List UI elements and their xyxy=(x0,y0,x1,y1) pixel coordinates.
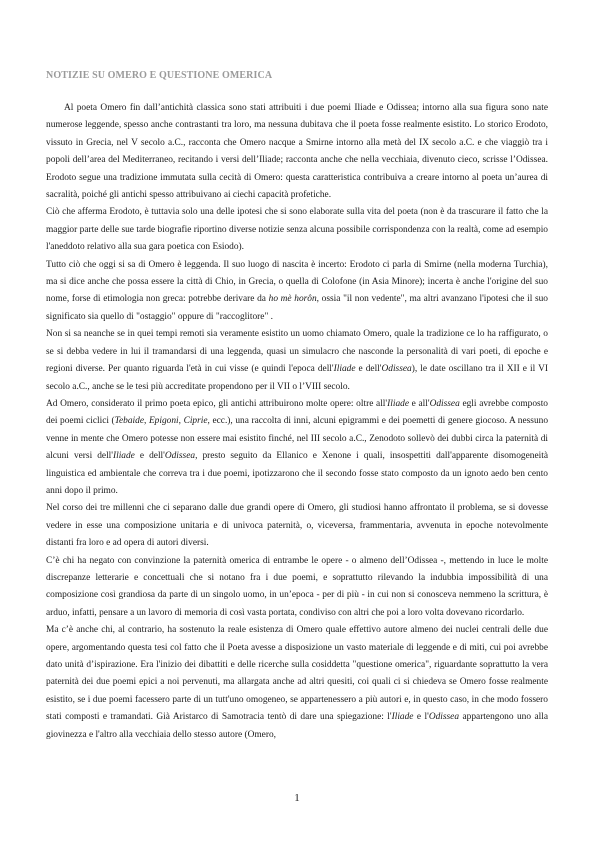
italic-text-segment: Odissea xyxy=(429,398,460,409)
text-segment: , ossia "il non vedente", ma altri avanzano l'ipotesi che il suo significato sia quello di "ostaggio" oppure di "raccoglitore" . xyxy=(46,294,548,322)
page-number: 1 xyxy=(294,792,300,804)
italic-text-segment: ho mè horôn xyxy=(268,294,317,305)
paragraph xyxy=(46,257,548,327)
paragraph xyxy=(46,100,548,204)
text-segment: ), le date oscillano tra il XII e il VI secolo a.C., anche se le tesi più accreditate propendono per il VII o l’VIII secolo. xyxy=(46,364,548,392)
text-segment: e l' xyxy=(413,712,429,723)
paragraph xyxy=(46,553,548,623)
document-page xyxy=(46,0,548,842)
document-body xyxy=(46,100,548,744)
document-title: NOTIZIE SU OMERO E QUESTIONE OMERICA xyxy=(46,70,273,81)
text-segment: , ecc.), una raccolta di inni, alcuni epigrammi e dei poemetti di genere giocoso. A nessuno venne in mente che Omero potesse non essere mai esistito finché, nel III secolo a.C., Zenodoto sollevò dei dubbi circa la paternità di alcuni versi dell' xyxy=(46,416,549,462)
italic-text-segment: Tebaide xyxy=(114,416,145,427)
text-segment: Ad Omero, considerato il primo poeta epico, gli antichi attribuirono molte opere: oltre all' xyxy=(46,398,388,409)
text-segment: Non si sa neanche se in quei tempi remoti sia veramente esistito un uomo chiamato Omero, quale la tradizione ce lo ha raffigurato, o se si debba vedere in lui il tramandarsi di una leggenda, quasi un simulacro che nasconde la personalità di vari poeti, di epoche e regioni diverse. Per quanto riguarda l'età in cui visse (e quindi l'epoca dell' xyxy=(46,329,548,375)
text-segment: e dell' xyxy=(355,364,382,375)
italic-text-segment: Odissea xyxy=(164,451,196,462)
text-segment: Ciò che afferma Erodoto, è tuttavia solo una delle ipotesi che si sono elaborate sulla vita del poeta (non è da trascurare il fatto che la maggior parte delle sue tarde biografie riportino diverse notizie senza alcuna possibile corrispondenza con la realtà, come ad esempio l'aneddoto relativo alla sua gara poetica con Esiodo). xyxy=(46,207,548,253)
text-segment: Nel corso dei tre millenni che ci separano dalle due grandi opere di Omero, gli studiosi hanno affrontato il problema, se si dovesse vedere in esse una composizione unitaria e di univoca paternità, o, viceversa, frammentaria, avvenuta in epoche notevolmente distanti fra loro e ad opera di autori diversi. xyxy=(46,503,548,549)
italic-text-segment: Iliade xyxy=(387,398,409,409)
text-segment: , xyxy=(144,416,149,427)
text-segment: C’è chi ha negato con convinzione la paternità omerica di entrambe le opere - o almeno dell’Odissea -, mettendo in luce le molte discrepanze letterarie e concettuali che si notano fra i due poemi, e soprattutto rilevando la indubbia impossibilità di una composizione così grandiosa da parte di un singolo uomo, in un’epoca - per di più - in cui non si conosceva nemmeno la scrittura, è arduo, infatti, pensare a un lavoro di memoria di così vasta portata, condiviso con altri che poi a loro volta dovevano ricordarlo. xyxy=(46,555,548,618)
paragraph xyxy=(46,204,548,256)
text-segment: Al poeta Omero fin dall’antichità classica sono stati attribuiti i due poemi Iliade e Odissea; intorno alla sua figura sono nate numerose leggende, spesso anche contrastanti tra loro, ma nessuna dubitava che il poeta fosse realmente esistito. Lo storico Erodoto, vissuto in Grecia, nel V secolo a.C., racconta che Omero nacque a Smirne intorno alla metà del IX secolo a.C. e che viaggiò tra i popoli dell’area del Mediterraneo, recitando i versi dell’Iliade; racconta anche che nella vecchiaia, divenuto cieco, scrisse l’Odissea. Erodoto segue una tradizione immutata sulla cecità di Omero: questa caratteristica contribuiva a creare intorno al poeta un’aurea di sacralità, poiché gli antichi spesso attribuivano ai ciechi capacità profetiche. xyxy=(46,103,548,201)
text-segment: e dell' xyxy=(134,451,165,462)
italic-text-segment: Iliade xyxy=(333,364,356,375)
italic-text-segment: Ciprie xyxy=(183,416,208,427)
italic-text-segment: Iliade xyxy=(112,451,135,462)
italic-text-segment: Epigoni xyxy=(148,416,179,427)
italic-text-segment: Odissea xyxy=(428,712,460,723)
paragraph xyxy=(46,326,548,396)
text-segment: e all' xyxy=(408,398,430,409)
text-segment: , xyxy=(178,416,184,427)
paragraph xyxy=(46,500,548,552)
text-segment: egli avrebbe composto dei poemi ciclici ( xyxy=(46,398,548,427)
text-segment: Ma c’è anche chi, al contrario, ha sostenuto la reale esistenza di Omero quale effettivo autore almeno dei nuclei centrali delle due opere, argomentando questa tesi col fatto che il Poeta avesse a disposizione un vasto materiale di leggende e di miti, cui poi avrebbe dato unità d’ispirazione. Era l'inizio dei dibattiti e delle ricerche sulla cosiddetta "questione omerica", riguardante soprattutto la vera paternità dei due poemi epici a noi pervenuti, ma allargata anche ad altri quesiti, coi quali ci si chiedeva se Omero fosse realmente esistito, se i due poemi facessero parte di un tutt'uno omogeneo, se appartenessero a più autori e, in questo caso, in che modo fossero stati composti e tramandati. Già Aristarco di Samotracia tentò di dare una spiegazione: l' xyxy=(46,625,548,723)
text-segment: appartengono uno alla giovinezza e l'altro alla vecchiaia dello stesso autore (Omero, xyxy=(46,712,548,740)
paragraph xyxy=(46,622,548,744)
paragraph xyxy=(46,396,548,500)
italic-text-segment: Odissea xyxy=(381,364,412,375)
text-segment: , presto seguito da Ellanico e Xenone i quali, insospettiti dall'apparente disomogeneità linguistica ed ambientale che correva tra i due poemi, ipotizzarono che il secondo fosse stato composto da un ignoto aedo ben cento anni dopo il primo. xyxy=(46,451,548,496)
italic-text-segment: Iliade xyxy=(391,712,414,723)
text-segment: Tutto ciò che oggi si sa di Omero è leggenda. Il suo luogo di nascita è incerto: Erodoto ci parla di Smirne (nella moderna Turchia), ma si dice anche che possa essere la città di Chio, in Grecia, o quella di Colofone (in Asia Minore); incerta è anche l'origine del suo nome, forse di etimologia non greca: potrebbe derivare da xyxy=(46,259,548,305)
